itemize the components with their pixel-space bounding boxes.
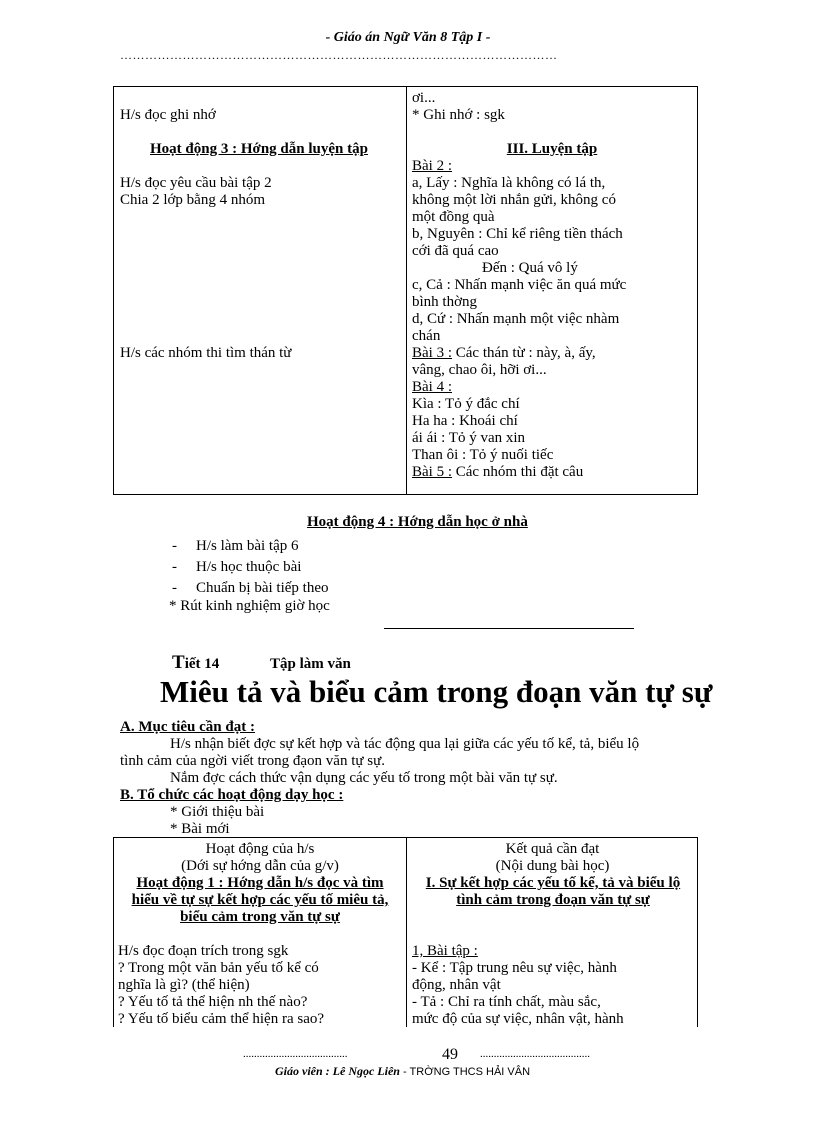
column-header: (Nội dung bài học) xyxy=(495,858,610,874)
right-cell-text: bình thờng xyxy=(412,294,478,310)
right-cell-text: ơi... xyxy=(412,90,436,106)
page-number: 49 xyxy=(442,1046,458,1063)
left-cell-text: ? Trong một văn bản yếu tố kể có xyxy=(118,960,319,976)
objective-text: tình cảm của ngời viết trong đạon văn tự sự. xyxy=(120,753,385,769)
right-cell-text: Ha ha : Khoái chí xyxy=(412,413,518,429)
activity-1-heading: Hoạt động 1 : Hớng dẫn h/s đọc và tìm hiểu về tự sự kết hợp các yếu tố miêu tả, biểu cảm trong văn tự sự xyxy=(131,875,389,925)
exercise-label: Bài 4 : xyxy=(412,379,452,395)
left-cell-text: Chia 2 lớp bằng 4 nhóm xyxy=(120,192,266,208)
right-cell-text: Các thán từ : này, à, ấy, xyxy=(452,345,596,361)
activity-3-heading: Hoạt động 3 : Hớng dẫn luyện tập xyxy=(150,141,368,157)
procedure-item: * Bài mới xyxy=(170,821,230,837)
school-name: - TRỜNG THCS HẢI VÂN xyxy=(399,1066,531,1078)
section-a-title: A. Mục tiêu cần đạt : xyxy=(120,719,255,735)
left-cell-text: H/s đọc yêu cầu bài tập 2 xyxy=(120,175,272,191)
practice-heading: III. Luyện tập xyxy=(506,141,598,157)
lesson-period: Tiết 14 xyxy=(172,652,220,673)
section-divider xyxy=(384,628,634,629)
lesson-subject: Tập làm văn xyxy=(270,656,351,672)
teacher-name: Giáo viên : Lê Ngọc Liên xyxy=(275,1064,400,1078)
exercise-label: 1, Bài tập : xyxy=(412,943,478,959)
right-cell-text: - Kể : Tập trung nêu sự việc, hành xyxy=(412,960,617,976)
objective-text: H/s nhận biết đợc sự kết hợp và tác động qua lại giữa các yếu tố kể, tả, biểu lộ xyxy=(170,736,640,752)
homework-item: - Chuẩn bị bài tiếp theo xyxy=(172,580,329,596)
right-cell-text: vâng, chao ôi, hỡi ơi... xyxy=(412,362,547,378)
lesson-table-1 xyxy=(113,86,698,495)
footer-dots-left: ...................................... xyxy=(243,1048,348,1060)
left-cell-text: H/s các nhóm thi tìm thán từ xyxy=(120,345,292,361)
activity-4-heading: Hoạt động 4 : Hớng dẫn học ở nhà xyxy=(307,514,528,530)
footer-dots-right: ........................................ xyxy=(480,1048,590,1060)
section-i-heading: I. Sự kết hợp các yếu tố kể, tả và biểu lộ tình cảm trong đoạn văn tự sự xyxy=(425,875,681,908)
right-cell-text: Than ôi : Tỏ ý nuối tiếc xyxy=(412,447,554,463)
right-cell-text: chán xyxy=(412,328,441,344)
right-cell-text: ái ái : Tỏ ý van xin xyxy=(412,430,526,446)
footer-credit xyxy=(275,1064,530,1079)
right-cell-text: - Tả : Chỉ ra tính chất, màu sắc, xyxy=(412,994,601,1010)
right-cell-text: động, nhân vật xyxy=(412,977,501,993)
left-cell-text: H/s đọc ghi nhớ xyxy=(120,107,216,123)
procedure-item: * Giới thiệu bài xyxy=(170,804,265,820)
right-cell-text: d, Cứ : Nhấn mạnh một việc nhàm xyxy=(412,311,620,327)
right-cell-text: Các nhóm thi đặt câu xyxy=(452,464,584,480)
exercise-label: Bài 2 : xyxy=(412,158,452,174)
right-cell-text: Kìa : Tỏ ý đắc chí xyxy=(412,396,520,412)
column-header: (Dới sự hớng dẫn của g/v) xyxy=(181,858,339,874)
right-cell-text: cới đã quá cao xyxy=(412,243,499,259)
right-cell-text: c, Cả : Nhấn mạnh việc ăn quá mức xyxy=(412,277,627,293)
page-header-title: - Giáo án Ngữ Văn 8 Tập I - xyxy=(325,30,491,45)
lesson-title: Miêu tả và biểu cảm trong đoạn văn tự sự xyxy=(160,674,713,709)
exercise-3-line xyxy=(412,345,596,362)
right-cell-text: * Ghi nhớ : sgk xyxy=(412,107,505,123)
reflection-note: * Rút kinh nghiệm giờ học xyxy=(169,598,330,614)
right-cell-text: không một lời nhắn gửi, không có xyxy=(412,192,616,208)
exercise-label: Bài 3 : xyxy=(412,345,452,361)
left-cell-text: H/s đọc đoạn trích trong sgk xyxy=(118,943,289,959)
homework-item: - H/s học thuộc bài xyxy=(172,559,302,575)
exercise-label: Bài 5 : xyxy=(412,464,452,480)
right-cell-text: b, Nguyên : Chỉ kể riêng tiền thách xyxy=(412,226,623,242)
left-cell-text: nghĩa là gì? (thể hiện) xyxy=(118,977,250,993)
column-header: Hoạt động của h/s xyxy=(205,841,315,857)
right-cell-text: Đến : Quá vô lý xyxy=(482,260,578,276)
right-cell-text: a, Lấy : Nghĩa là không có lá th, xyxy=(412,175,606,191)
lesson-table-2 xyxy=(113,837,698,1027)
homework-item: - H/s làm bài tập 6 xyxy=(172,538,299,554)
header-dotted-rule: …………………………………………………………………………………………… xyxy=(120,48,558,62)
left-cell-text: ? Yếu tố biểu cảm thể hiện ra sao? xyxy=(118,1011,325,1027)
column-header: Kết quả cần đạt xyxy=(505,841,600,857)
section-b-title: B. Tổ chức các hoạt động dạy học : xyxy=(120,787,344,803)
objective-text: Nắm đợc cách thức vận dụng các yếu tố trong một bài văn tự sự. xyxy=(170,770,558,786)
right-cell-text: một đồng quà xyxy=(412,209,495,225)
table-divider xyxy=(406,87,407,494)
exercise-5-line xyxy=(412,464,583,481)
right-cell-text: mức độ của sự việc, nhân vật, hành xyxy=(412,1011,624,1027)
left-cell-text: ? Yếu tố tả thể hiện nh thế nào? xyxy=(118,994,308,1010)
